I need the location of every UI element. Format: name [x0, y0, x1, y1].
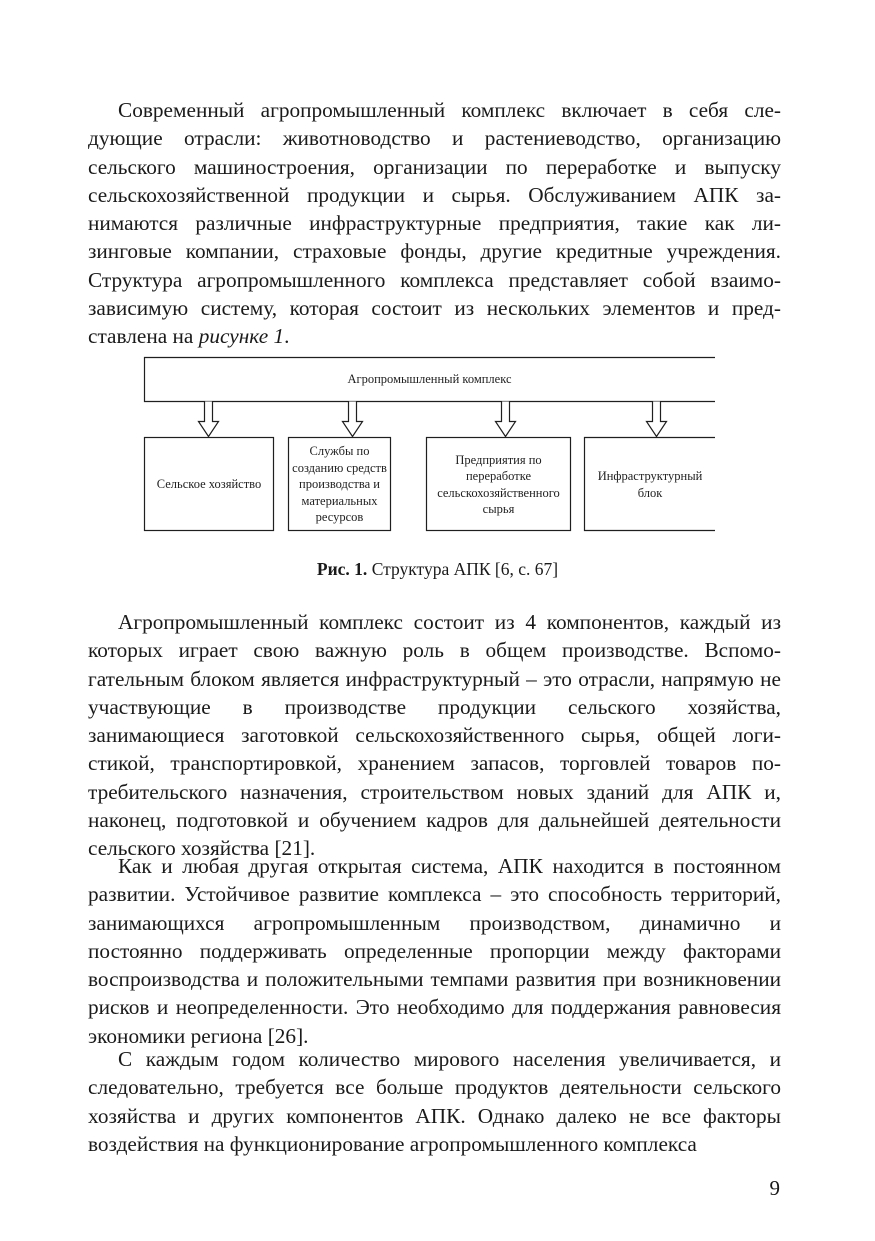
- figure-reference: рисунке 1: [198, 324, 285, 349]
- page-number: 9: [769, 1176, 780, 1200]
- paragraph-components: Агропромышленный комплекс состоит из 4 компонентов, каждый из которых играет свою важную роль в общем производстве. Вспомогательным блоком является инфраструктурный – это отрасли, напрямую не участвующие в производстве продукции сельского хозяйства, занимающиеся заготовкой сельскохозяйственного сырья, общей логистикой, транспортировкой, хранением запасов, торговлей товаров потребительского назначения, строительством новых зданий для АПК и, наконец, подготовкой и обучением кадров для дальнейшей деятельности сельского хозяйства [21].: [88, 610, 781, 861]
- paragraph-intro: [88, 96, 781, 351]
- child-box-infrastructure: [585, 438, 716, 531]
- arrow-down-icon: [199, 402, 219, 437]
- arrow-down-icon: [647, 402, 667, 437]
- child-box-agriculture: [145, 438, 274, 531]
- child-box-services: [289, 438, 391, 531]
- child-label-processing: Предприятия по переработке сельскохозяйственного сырья: [437, 452, 560, 516]
- top-node-label: Агропромышленный комплекс: [347, 371, 512, 386]
- top-node-box: [145, 358, 716, 402]
- figure-caption-label: Рис. 1.: [316, 559, 368, 579]
- paragraph-intro-text: Современный агропромышленный комплекс включает в себя следующие отрасли: животноводство и растениеводство, организацию сельского машиностроения, организации по переработке и выпуску сельскохозяйственной продукции и сырья. Обслуживанием АПК занимаются различные инфраструктурные предприятия, такие как лизинговые компании, страховые фонды, другие кредитные учреждения. Структура агропромышленного комплекса представляет собой взаимозависимую систему, которая состоит из нескольких элементов и представлена на: [88, 98, 781, 349]
- paragraph-population: С каждым годом количество мирового населения увеличивается, и следовательно, требуется все больше продуктов деятельности сельского хозяйства и других компонентов АПК. Однако далеко не все факторы воздействия на функционирование агропромышленного комплекса: [88, 1047, 781, 1156]
- arrow-down-icon: [343, 402, 363, 437]
- figure-caption-text: Структура АПК [6, с. 67]: [367, 559, 559, 579]
- arrow-down-icon: [496, 402, 516, 437]
- figure-caption: [0, 558, 875, 580]
- child-label-services: Службы по созданию средств производства и материальных ресурсов: [292, 444, 387, 525]
- child-label-agriculture: Сельское хозяйство: [156, 477, 262, 492]
- paragraph-intro-end: .: [284, 324, 290, 349]
- paragraph-development: Как и любая другая открытая система, АПК находится в постоянном развитии. Устойчивое развитие комплекса – это способность территорий, занимающихся агропромышленным производством, динамично и постоянно поддерживать определенные пропорции между факторами воспроизводства и положительными темпами развития при возникновении рисков и неопределенности. Это необходимо для поддержания равновесия экономики региона [26].: [88, 854, 781, 1048]
- child-label-infrastructure: Инфраструктурный блок: [597, 469, 703, 500]
- child-box-processing: [427, 438, 571, 531]
